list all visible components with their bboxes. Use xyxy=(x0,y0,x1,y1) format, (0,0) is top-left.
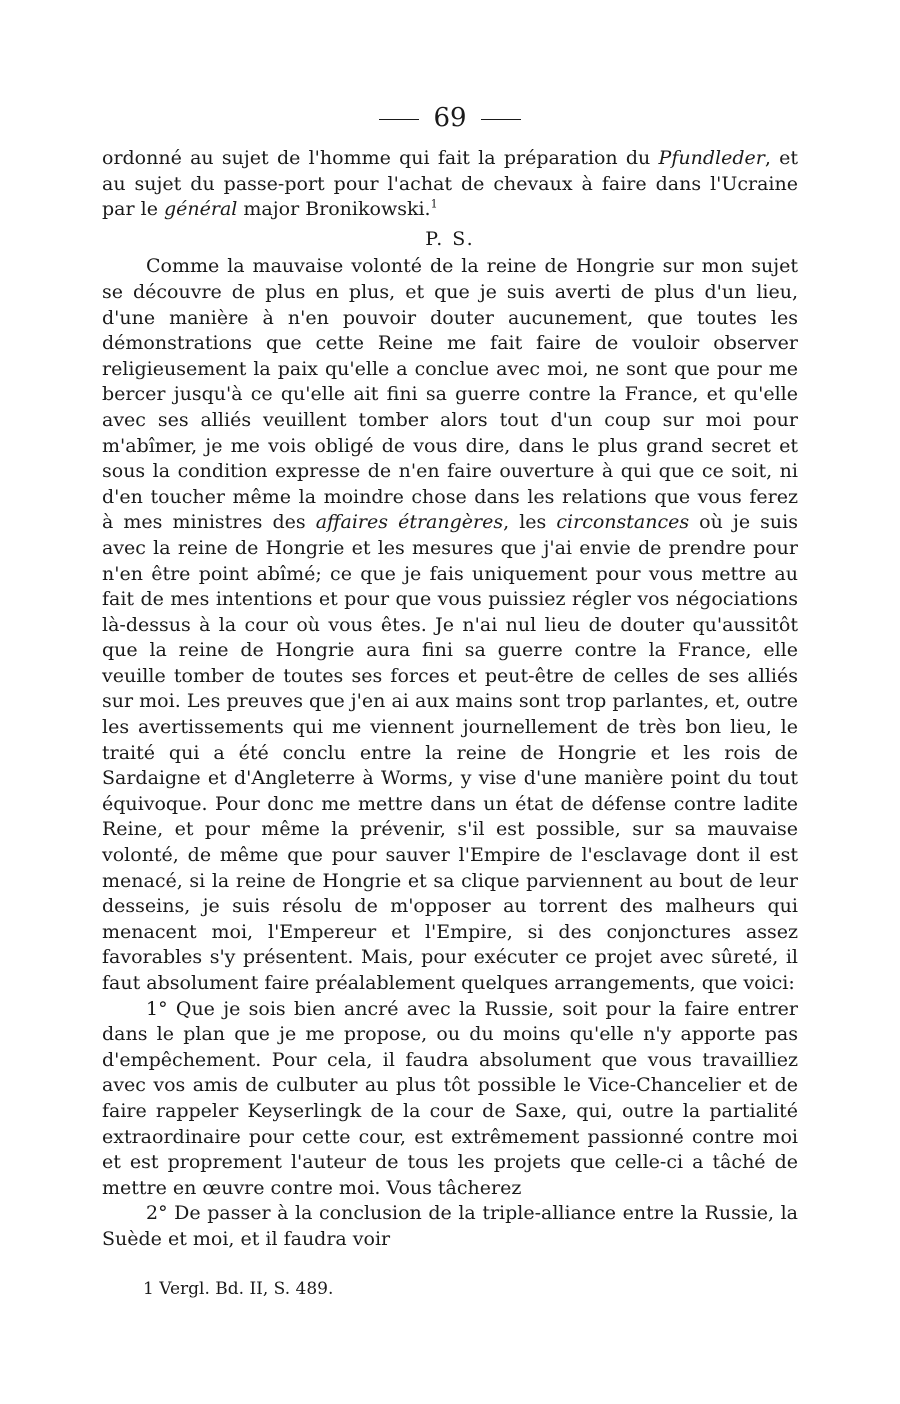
intro-line-3: par le général major Bronikowski.$^1$ xyxy=(102,197,438,221)
ps-heading: P. S. xyxy=(425,227,475,250)
footnote xyxy=(143,1278,333,1300)
header-dash-right xyxy=(481,119,521,120)
ps-paragraph: Comme la mauvaise volonté de la reine de Hongrie sur mon sujet se découvre de plus en plus, et que je suis averti de plus d'un lieu, d'une manière à n'en pouvoir douter aucunement, que toutes les démonstrations que cette Reine me fait faire de vouloir observer religieusement la paix qu'elle a conclue avec moi, ne sont que pour me bercer jusqu'à ce qu'elle ait fini sa guerre contre la France, et qu'elle avec ses alliés veuillent tomber alors tout d'un coup sur moi pour m'abîmer, je me vois obligé de vous dire, dans le plus grand secret et sous la condition expresse de n'en faire ouverture à qui que ce soit, ni d'en toucher même la moindre chose dans les relations que vous ferez à mes ministres des affaires étrangères, les circonstances où je suis avec la reine de Hongrie et les mesures que j'ai envie de prendre pour n'en être point abîmé; ce que je fais uniquement pour vous mettre au fait de mes intentions et pour que vous puissiez régler vos négociations là-dessus à la cour où vous êtes. Je n'ai nul lieu de douter qu'aussitôt que la reine de Hongrie aura fini sa guerre contre la France, elle veuille tomber de toutes ses forces et peut-être de celles de ses alliés sur moi. Les preuves que j'en ai aux mains sont trop parlantes, et, outre les avertissements qui me viennent journellement de très bon lieu, le traité qui a été conclu entre la reine de Hongrie et les rois de Sardaigne et d'Angleterre à Worms, y vise d'une manière point du tout équivoque. Pour donc me mettre dans un état de défense contre ladite Reine, et pour même la prévenir, s'il est possible, sur sa mauvaise volonté, de même que pour sauver l'Empire de l'esclavage dont il est menacé, si la reine de Hongrie et sa clique parviennent au bout de leur desseins, je suis résolu de m'opposer au torrent des malheurs qui menacent moi, l'Empereur et l'Empire, si des conjonctures assez favorables s'y présentent. Mais, pour exécuter ce projet avec sûreté, il faut absolument faire préalablement quelques arrangements, que voici: xyxy=(102,255,798,994)
item-1-paragraph: 1° Que je sois bien ancré avec la Russie, soit pour la faire entrer dans le plan que je me propose, ou du moins qu'elle n'y apporte pas d'empêchement. Pour cela, il faudra absolument que vous travailliez avec vos amis de culbuter au plus tôt possible le Vice-Chancelier et de faire rappeler Keyserlingk de la cour de Saxe, qui, outre la partialité extraordinaire pour cette cour, est extrêmement passionné contre moi et est proprement l'auteur de tous les projets que celle-ci a tâché de mettre en œuvre contre moi. Vous tâcherez xyxy=(102,997,798,1199)
page-header xyxy=(0,103,900,133)
header-dash-left xyxy=(379,119,419,120)
intro-line-2: au sujet du passe-port pour l'achat de chevaux à faire dans l'Ucraine xyxy=(102,172,798,195)
pfundleder-term: Pfundleder xyxy=(658,147,765,169)
footnote-text: Vergl. Bd. II, S. 489. xyxy=(159,1279,334,1299)
footnote-number: 1 xyxy=(143,1279,154,1299)
document-body xyxy=(102,146,798,1253)
item-2-paragraph: 2° De passer à la conclusion de la triple-alliance entre la Russie, la Suède et moi, et il faudra voir xyxy=(102,1202,798,1250)
intro-line-1: ordonné au sujet de l'homme qui fait la préparation du Pfundleder, et xyxy=(102,147,798,169)
page-number: 69 xyxy=(433,103,467,133)
footnote-ref: 1 xyxy=(430,197,438,211)
